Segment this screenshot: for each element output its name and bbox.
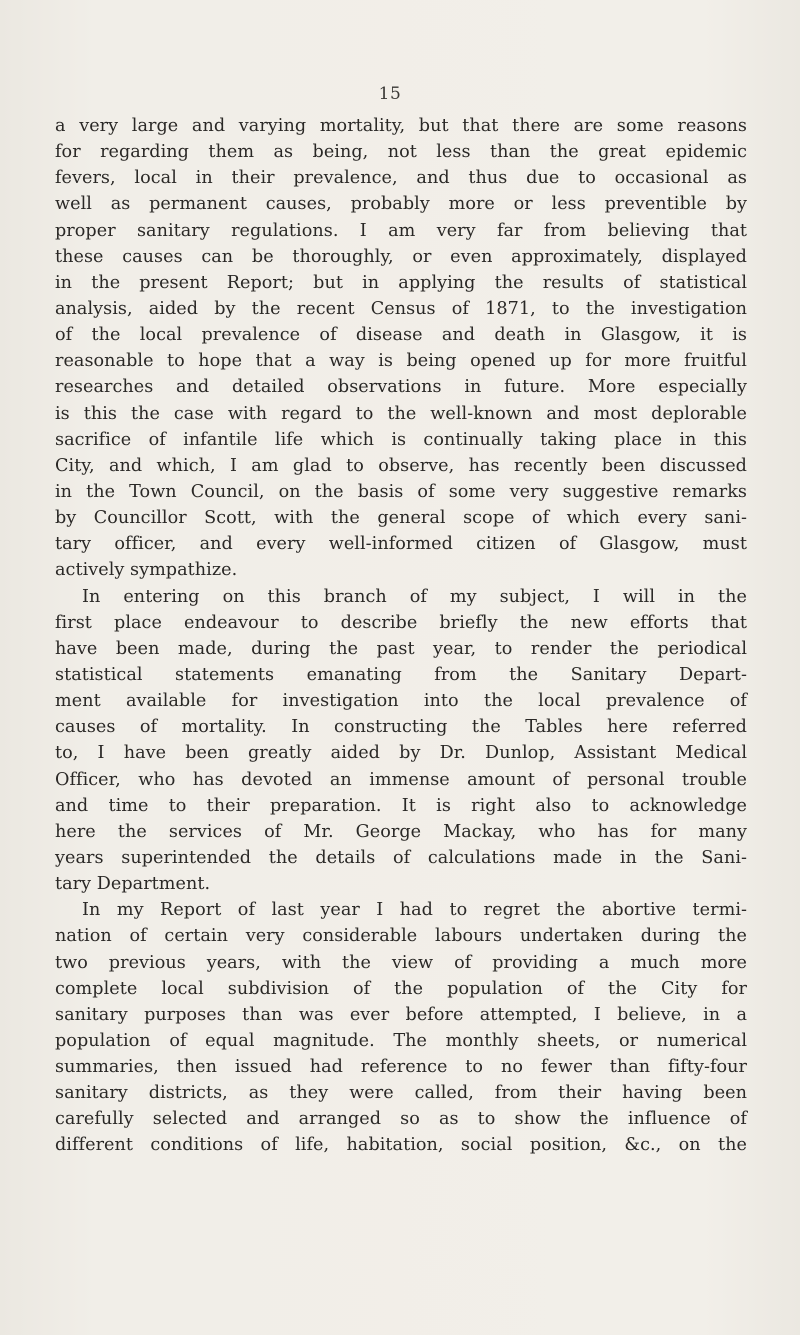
text-line: summaries, then issued had reference to no fewer than fifty-four	[55, 1057, 747, 1078]
paragraph	[55, 897, 747, 1158]
text-line: these causes can be thoroughly, or even approximately, displayed	[55, 246, 747, 267]
text-line: here the services of Mr. George Mackay, who has for many	[55, 821, 747, 842]
text-line: tary Department.	[55, 874, 211, 895]
text-line: analysis, aided by the recent Census of 1871, to the investigation	[55, 298, 747, 319]
text-line: carefully selected and arranged so as to show the influence of	[55, 1109, 747, 1130]
text-line: population of equal magnitude. The monthly sheets, or numerical	[55, 1030, 747, 1051]
text-line: ment available for investigation into the local prevalence of	[55, 691, 747, 712]
text-line: to, I have been greatly aided by Dr. Dunlop, Assistant Medical	[55, 743, 747, 764]
text-line: and time to their preparation. It is right also to acknowledge	[55, 795, 747, 816]
text-line: first place endeavour to describe briefly the new efforts that	[55, 612, 747, 633]
text-line: Officer, who has devoted an immense amount of personal trouble	[55, 769, 747, 790]
text-line: in the Town Council, on the basis of some very suggestive remarks	[55, 481, 747, 502]
text-line: causes of mortality. In constructing the Tables here referred	[55, 717, 747, 738]
text-line: tary officer, and every well-informed citizen of Glasgow, must	[55, 534, 747, 555]
text-line: City, and which, I am glad to observe, has recently been discussed	[55, 455, 747, 476]
text-line: In entering on this branch of my subject, I will in the	[82, 586, 747, 607]
text-line: for regarding them as being, not less than the great epidemic	[55, 142, 747, 163]
text-line: sanitary purposes than was ever before attempted, I believe, in a	[55, 1004, 747, 1025]
text-line: reasonable to hope that a way is being opened up for more fruitful	[55, 351, 747, 372]
text-line: proper sanitary regulations. I am very far from believing that	[55, 220, 747, 241]
paragraph	[55, 113, 747, 584]
text-line: sanitary districts, as they were called, from their having been	[55, 1083, 747, 1104]
text-line: researches and detailed observations in future. More especially	[55, 377, 747, 398]
text-line: actively sympathize.	[55, 560, 238, 581]
text-line: different conditions of life, habitation, social position, &c., on the	[55, 1135, 747, 1156]
text-line: well as permanent causes, probably more or less preventible by	[55, 194, 747, 215]
text-line: in the present Report; but in applying the results of statistical	[55, 272, 747, 293]
text-line: a very large and varying mortality, but that there are some reasons	[55, 116, 747, 136]
text-line: two previous years, with the view of providing a much more	[55, 952, 747, 973]
text-line: of the local prevalence of disease and death in Glasgow, it is	[55, 325, 747, 346]
text-line: fevers, local in their prevalence, and thus due to occasional as	[55, 168, 747, 189]
body-text	[55, 113, 747, 1159]
text-line: nation of certain very considerable labours undertaken during the	[55, 926, 747, 947]
text-line: is this the case with regard to the well-known and most deplorable	[55, 403, 747, 424]
text-line: statistical statements emanating from the Sanitary Depart-	[55, 664, 747, 685]
text-line: have been made, during the past year, to render the periodical	[55, 638, 747, 659]
text-line: complete local subdivision of the population of the City for	[55, 978, 747, 999]
text-line: sacrifice of infantile life which is continually taking place in this	[55, 429, 747, 450]
page-number: 15	[378, 84, 402, 104]
text-line: In my Report of last year I had to regret the abortive termi-	[82, 900, 747, 921]
text-line: by Councillor Scott, with the general scope of which every sani-	[55, 508, 747, 529]
paragraph	[55, 584, 747, 898]
text-line: years superintended the details of calculations made in the Sani-	[55, 847, 747, 868]
